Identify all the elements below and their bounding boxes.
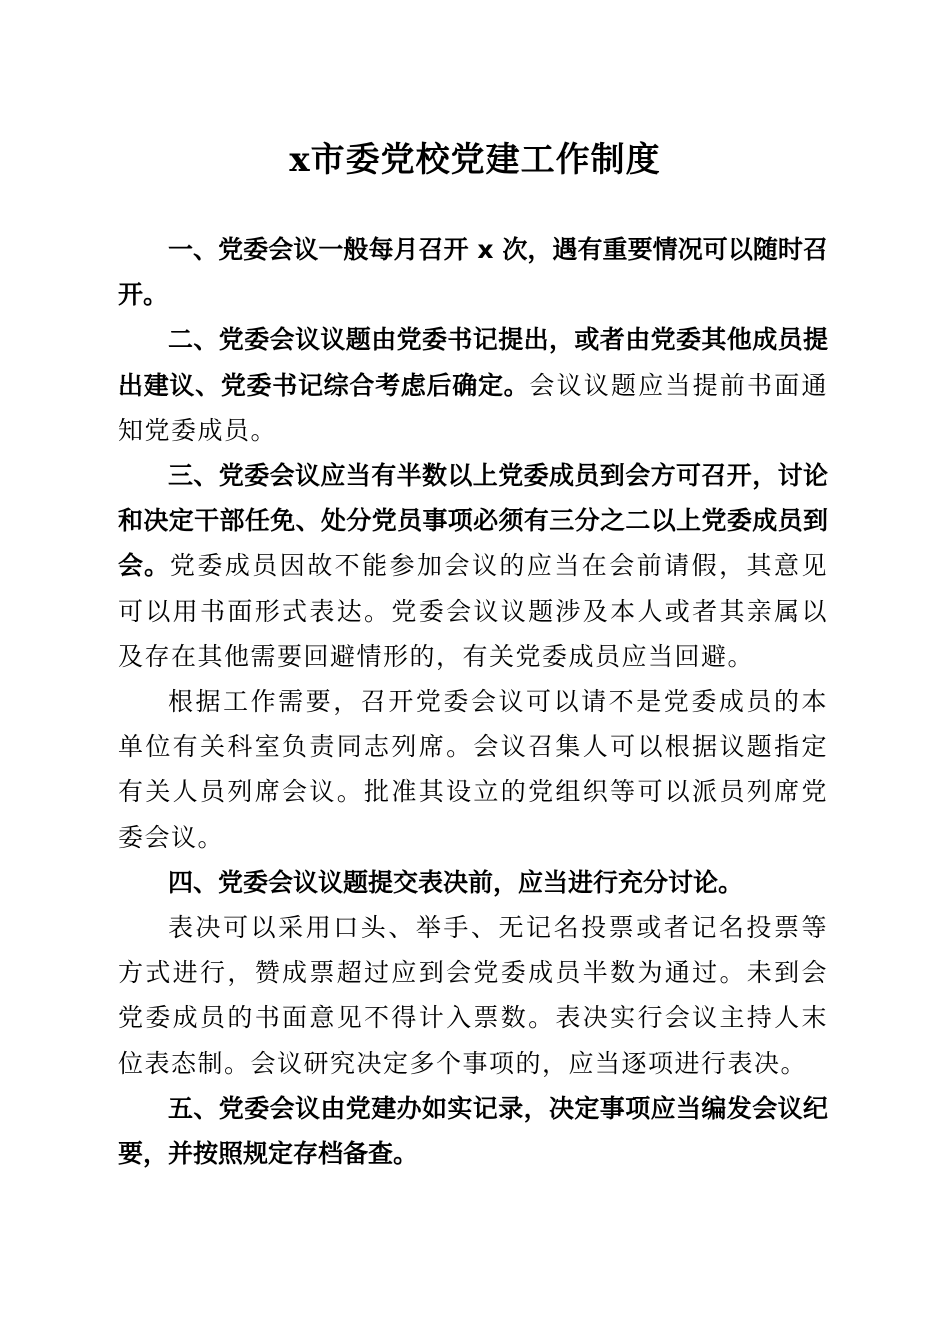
paragraph-7-heading: 五、党委会议由党建办如实记录，决定事项应当编发会议纪要，并按照规定存档备查。 xyxy=(118,1093,828,1169)
paragraph-7 xyxy=(118,1087,828,1177)
paragraph-2-heading: 二、党委会议议题由党委书记提出，或者由党委其他成员提出建议、党委书记综合考虑后确定。 xyxy=(118,325,828,400)
paragraph-6 xyxy=(118,906,828,1087)
paragraph-5-heading: 四、党委会议议题提交表决前，应当进行充分讨论。 xyxy=(168,867,744,897)
paragraph-2 xyxy=(118,318,828,454)
paragraph-3 xyxy=(118,454,828,680)
paragraph-3-heading: 三、党委会议应当有半数以上党委成员到会方可召开，讨论和决定干部任免、处分党员事项必须有三分之二以上党委成员到会。 xyxy=(118,461,828,581)
paragraph-1-heading: 一、党委会议一般每月召开 x 次，遇有重要情况可以随时召开。 xyxy=(118,235,828,310)
paragraph-6-body: 表决可以采用口头、举手、无记名投票或者记名投票等方式进行，赞成票超过应到会党委成员半数为通过。未到会党委成员的书面意见不得计入票数。表决实行会议主持人末位表态制。会议研究决定多个事项的，应当逐项进行表决。 xyxy=(118,913,828,1078)
paragraph-2-body: 会议议题应当提前书面通知党委成员。 xyxy=(118,370,828,445)
paragraph-3-body: 党委成员因故不能参加会议的应当在会前请假，其意见可以用书面形式表达。党委会议议题涉及本人或者其亲属以及存在其他需要回避情形的，有关党委成员应当回避。 xyxy=(118,551,828,671)
paragraph-4-body: 根据工作需要，召开党委会议可以请不是党委成员的本单位有关科室负责同志列席。会议召集人可以根据议题指定有关人员列席会议。批准其设立的党组织等可以派员列席党委会议。 xyxy=(118,687,828,852)
paragraph-1 xyxy=(118,228,828,318)
document-body xyxy=(118,228,828,1177)
paragraph-5 xyxy=(118,861,828,906)
paragraph-4 xyxy=(118,680,828,861)
document-title: x市委党校党建工作制度 xyxy=(289,140,661,180)
